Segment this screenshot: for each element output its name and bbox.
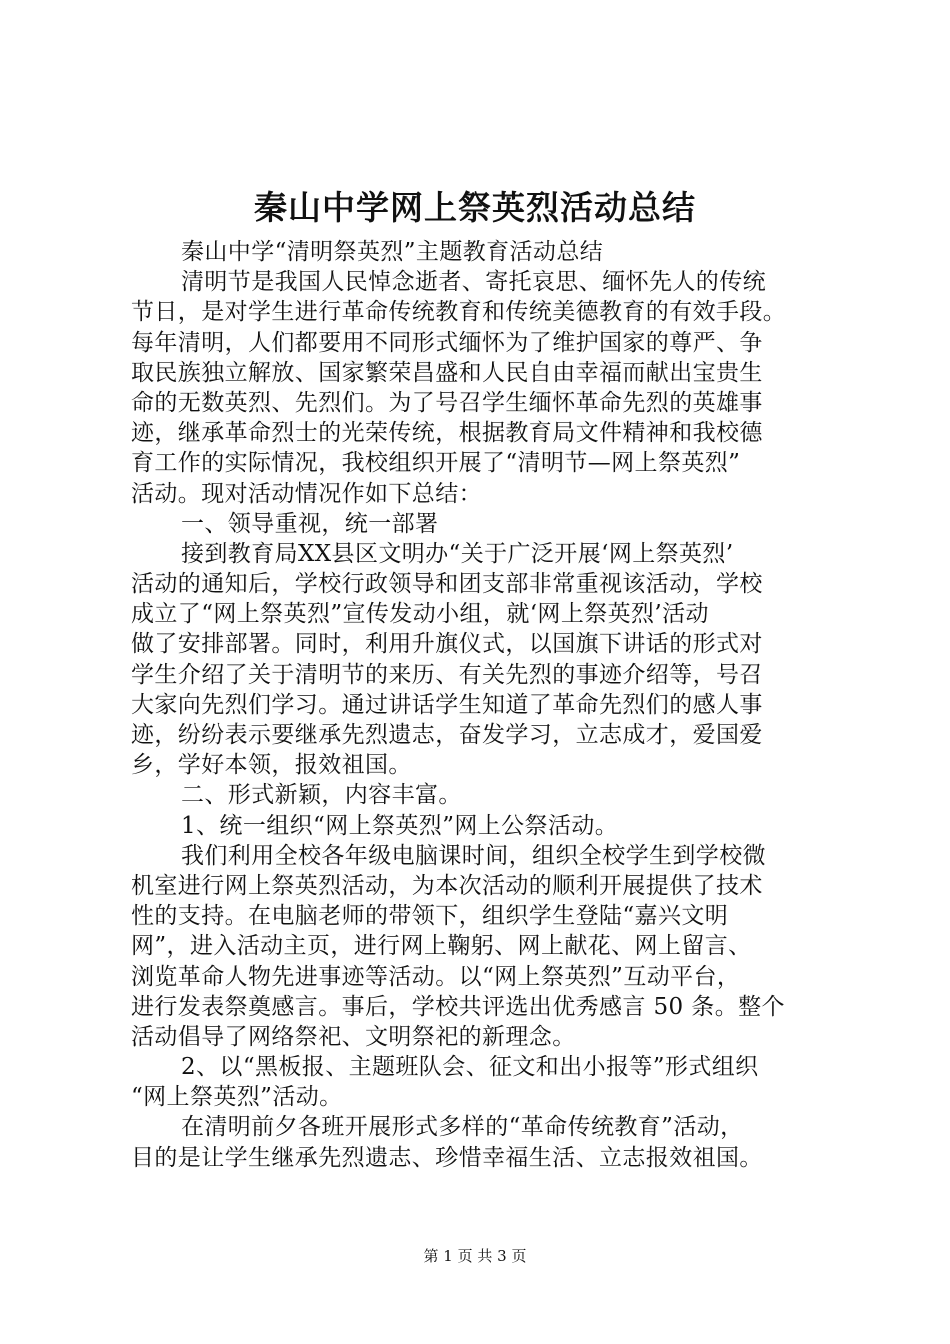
- paragraph-line: 做了安排部署。同时，利用升旗仪式，以国旗下讲话的形式对: [131, 631, 763, 658]
- paragraph-line: 在清明前夕各班开展形式多样的“革命传统教育”活动，: [181, 1114, 744, 1141]
- paragraph-line: 活动倡导了网络祭祀、文明祭祀的新理念。: [131, 1023, 576, 1050]
- subsection-heading: 2、以“黑板报、主题班队会、征文和出小报等”形式组织: [181, 1054, 759, 1081]
- subsection-heading: 1、统一组织“网上祭英烈”网上公祭活动。: [181, 812, 619, 839]
- paragraph-line: 学生介绍了关于清明节的来历、有关先烈的事迹介绍等，号召: [131, 661, 763, 688]
- document-body: [131, 237, 831, 1173]
- subsection-heading: “网上祭英烈”活动。: [131, 1084, 343, 1111]
- paragraph-line: 秦山中学“清明祭英烈”主题教育活动总结: [181, 239, 604, 265]
- paragraph-line: 机室进行网上祭英烈活动，为本次活动的顺利开展提供了技术: [131, 872, 763, 899]
- paragraph-line: 命的无数英烈、先烈们。为了号召学生缅怀革命先烈的英雄事: [131, 389, 763, 416]
- section-heading: 二、形式新颖，内容丰富。: [181, 782, 462, 809]
- paragraph-line: 目的是让学生继承先烈遗志、珍惜幸福生活、立志报效祖国。: [131, 1144, 763, 1171]
- paragraph-line: 浏览革命人物先进事迹等活动。以“网上祭英烈”互动平台，: [131, 963, 741, 990]
- paragraph-line: 育工作的实际情况，我校组织开展了“清明节—网上祭英烈”: [131, 450, 741, 477]
- document-title: 秦山中学网上祭英烈活动总结: [254, 188, 696, 227]
- paragraph-line: 迹，继承革命烈士的光荣传统，根据教育局文件精神和我校德: [131, 420, 763, 447]
- page-number: 第 1 页 共 3 页: [423, 1247, 527, 1265]
- paragraph-line: 每年清明，人们都要用不同形式缅怀为了维护国家的尊严、争: [131, 329, 763, 356]
- paragraph-line: 活动。现对活动情况作如下总结：: [131, 480, 482, 507]
- paragraph-line: 取民族独立解放、国家繁荣昌盛和人民自由幸福而献出宝贵生: [131, 359, 763, 386]
- section-heading: 一、领导重视，统一部署: [181, 510, 439, 537]
- paragraph-line: 迹，纷纷表示要继承先烈遗志，奋发学习，立志成才，爱国爱: [131, 722, 763, 748]
- paragraph-line: 成立了“网上祭英烈”宣传发动小组，就‘网上祭英烈’活动: [131, 601, 709, 628]
- paragraph-line: 性的支持。在电脑老师的带领下，组织学生登陆“嘉兴文明: [131, 903, 729, 930]
- paragraph-line: 清明节是我国人民悼念逝者、寄托哀思、缅怀先人的传统: [181, 269, 766, 296]
- paragraph-line: 活动的通知后，学校行政领导和团支部非常重视该活动，学校: [131, 571, 763, 598]
- paragraph-line: 我们利用全校各年级电脑课时间，组织全校学生到学校微: [181, 842, 766, 869]
- paragraph-line: 节日，是对学生进行革命传统教育和传统美德教育的有效手段。: [131, 299, 787, 326]
- paragraph-line: 大家向先烈们学习。通过讲话学生知道了革命先烈们的感人事: [131, 691, 763, 718]
- paragraph-line: 进行发表祭奠感言。事后，学校共评选出优秀感言 50 条。整个: [131, 993, 785, 1020]
- paragraph-line: 网”，进入活动主页，进行网上鞠躬、网上献花、网上留言、: [131, 933, 752, 960]
- paragraph-line: 接到教育局XX县区文明办“关于广泛开展‘网上祭英烈’: [181, 540, 734, 567]
- paragraph-line: 乡，学好本领，报效祖国。: [131, 752, 412, 779]
